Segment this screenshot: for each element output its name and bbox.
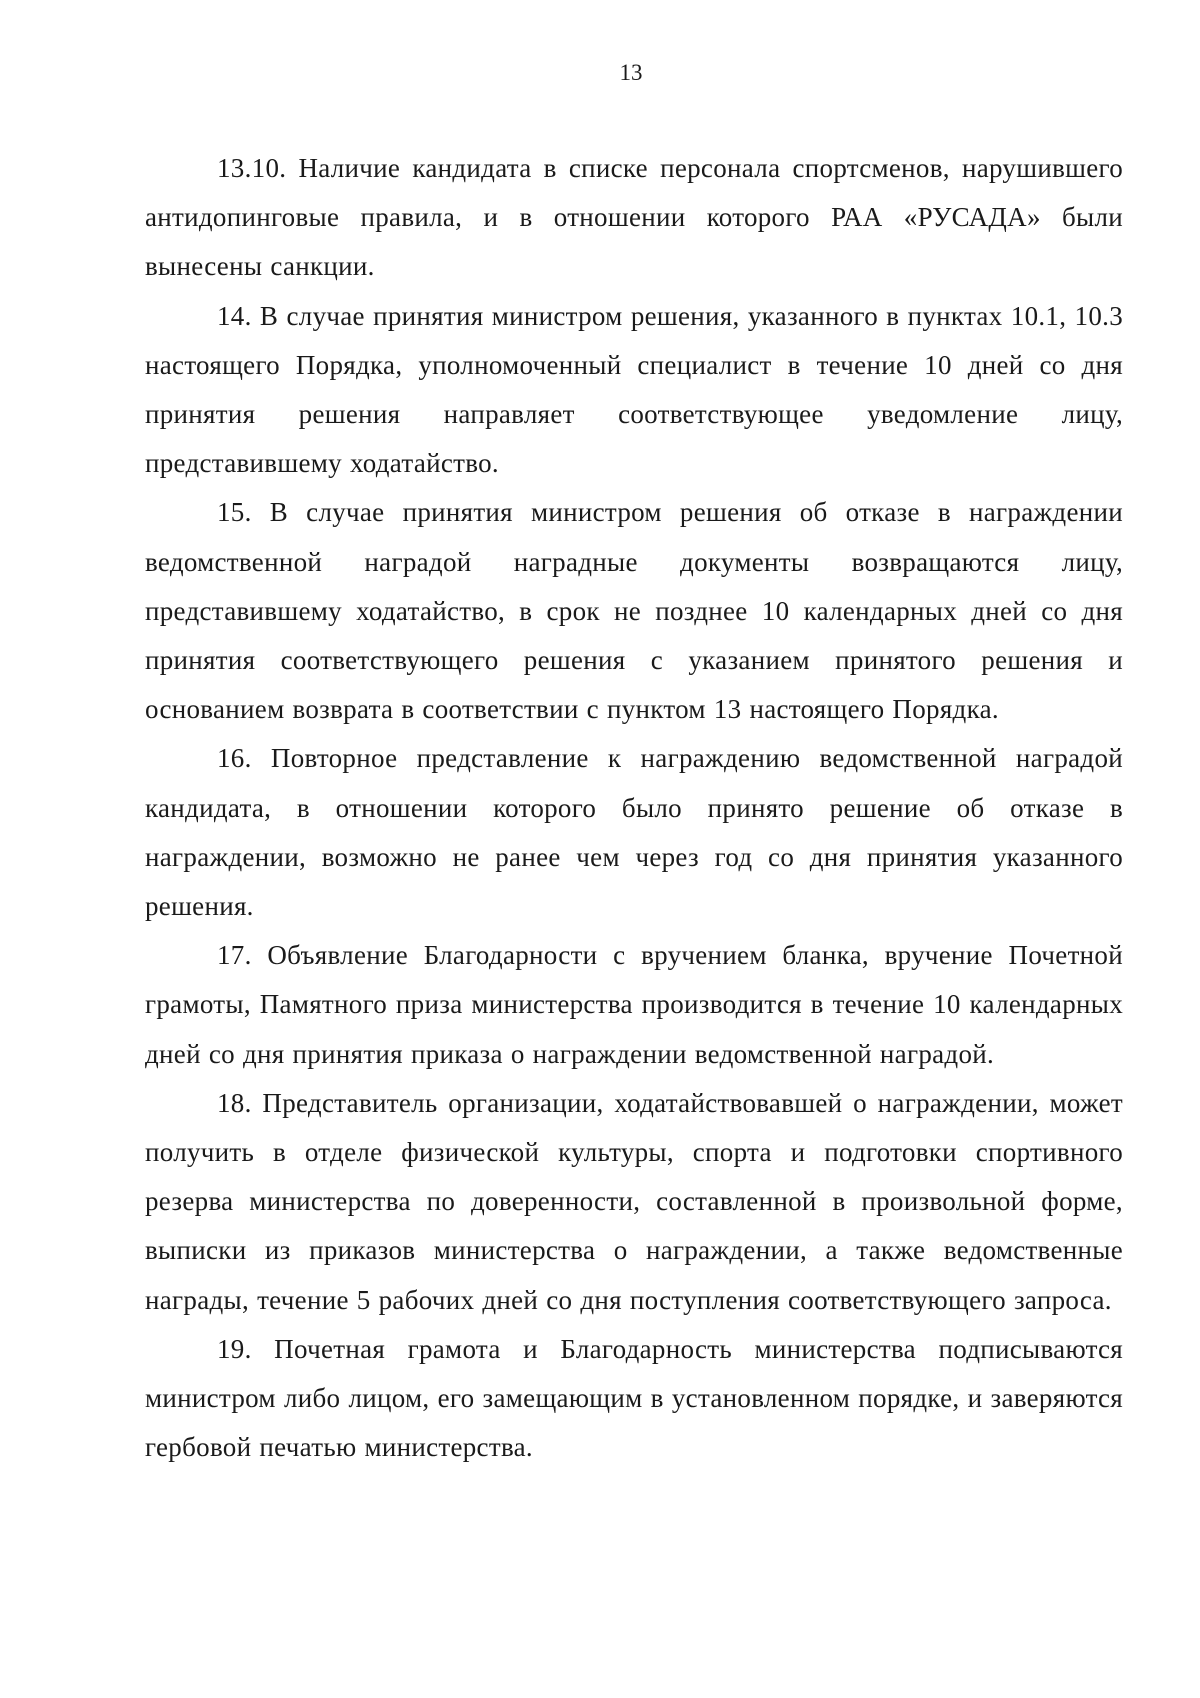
paragraph-17: 17. Объявление Благодарности с вручением бланка, вручение Почетной грамоты, Памятного приза министерства производится в течение 10 календарных дней со дня принятия приказа о награждении ведомственной наградой.: [145, 940, 1123, 1069]
paragraph-15: 15. В случае принятия министром решения об отказе в награждении ведомственной наградой наградные документы возвращаются лицу, представившему ходатайство, в срок не позднее 10 календарных дней со дня принятия соответствующего решения с указанием принятого решения и основанием возврата в соответствии с пунктом 13 настоящего Порядка.: [145, 497, 1123, 725]
paragraph-19: 19. Почетная грамота и Благодарность министерства подписываются министром либо лицом, его замещающим в установленном порядке, и заверяются гербовой печатью министерства.: [145, 1333, 1123, 1463]
document-body: [145, 144, 1123, 1472]
paragraph-18: 18. Представитель организации, ходатайствовавшей о награждении, может получить в отделе физической культуры, спорта и подготовки спортивного резерва министерства по доверенности, составленной в произвольной форме, выписки из приказов министерства о награждении, а также ведомственные награды, течение 5 рабочих дней со дня поступления соответствующего запроса.: [145, 1087, 1123, 1315]
page-number: 13: [619, 60, 643, 85]
paragraph-16: 16. Повторное представление к награждению ведомственной наградой кандидата, в отношении которого было принято решение об отказе в награждении, возможно не ранее чем через год со дня принятия указанного решения.: [145, 743, 1123, 922]
paragraph-13-10: 13.10. Наличие кандидата в списке персонала спортсменов, нарушившего антидопинговые правила, и в отношении которого РАА «РУСАДА» были вынесены санкции.: [145, 153, 1123, 282]
paragraph-14: 14. В случае принятия министром решения, указанного в пунктах 10.1, 10.3 настоящего Порядка, уполномоченный специалист в течение 10 дней со дня принятия решения направляет соответствующее уведомление лицу, представившему ходатайство.: [145, 300, 1123, 479]
